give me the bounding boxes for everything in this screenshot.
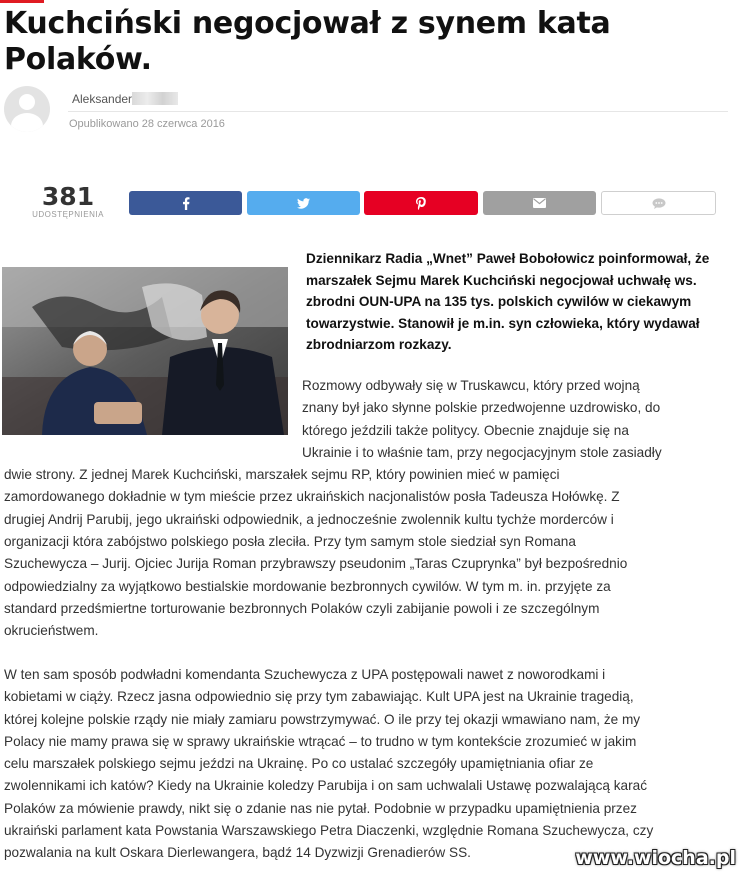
paragraph-line: której kolejne polskie rządy nie miały zamiaru powstrzymywać. O ile przy tej okazji wmawiano nam, że my	[4, 711, 641, 727]
paragraph-line: Szuchewycza – Jurij. Ojciec Jurija Roman przybrawszy pseudonim „Taras Czuprynka” był bezpośrednio	[4, 556, 628, 572]
paragraph-line: odpowiedzialny za wyjątkowo bestialskie mordowanie bezbronnych cywilów. W tym m. in. przyjęte za	[4, 578, 611, 594]
facebook-share-button[interactable]	[129, 191, 242, 215]
site-watermark: www.wiocha.pl	[575, 847, 736, 869]
paragraph-line: celu marszałek polskiego sejmu jeździ na Ukrainę. Po co ustalać szczegóły upamiętniania ofiar ze	[4, 756, 594, 772]
avatar-shoulders-shape	[11, 113, 43, 132]
paragraph-line: znany był jako słynne polskie przedwojenne uzdrowisko, do	[302, 400, 661, 416]
email-share-button[interactable]	[483, 191, 596, 215]
paragraph-line: którego jeździli także politycy. Obecnie znajduje się na	[302, 422, 629, 438]
byline-divider	[68, 111, 728, 112]
blurred-surname	[132, 92, 178, 105]
paragraph-line: okrucieństwem.	[4, 623, 99, 639]
comment-icon	[652, 198, 666, 209]
share-count-number: 381	[41, 182, 95, 211]
paragraph-line: kobietami w ciąży. Rzecz jasna odpowiednio się przy tym zabawiając. Kult UPA jest na Ukrainie tragedią,	[4, 689, 634, 705]
top-accent-bar	[0, 0, 44, 3]
author-name[interactable]: Aleksander	[72, 92, 133, 106]
paragraph-line: drugiej Andrij Parubij, jego ukraiński odpowiednik, a jednocześnie zwolennik kultu tychże morderców i	[4, 511, 614, 527]
article-title: Kuchciński negocjował z synem kata Polaków.	[4, 6, 611, 77]
article-lead: Dziennikarz Radia „Wnet” Paweł Bobołowicz poinformował, że marszałek Sejmu Marek Kuchciński negocjował uchwałę ws. zbrodni OUN-UPA na 135 tys. polskich cywilów w ciekawym towarzystwie. Stanowił je m.in. syn człowieka, który wydawał zbrodniarzom rozkazy.	[306, 251, 710, 353]
paragraph-line: organizacji która zabójstwo polskiego posła zleciła. Przy tym samym stole siedział syn Romana	[4, 534, 576, 550]
comment-button[interactable]	[601, 191, 716, 215]
facebook-icon	[182, 197, 190, 210]
twitter-share-button[interactable]	[247, 191, 360, 215]
email-icon	[533, 198, 546, 208]
paragraph-line: pozwalania na kult Oskara Dierlewangera, bądź 14 Dyzwizji Grenadierów SS.	[4, 845, 471, 861]
paragraph-line: dwie strony. Z jednej Marek Kuchciński, marszałek sejmu RP, który powinien mieć w pamięci	[4, 467, 560, 483]
article-paragraph-2	[0, 664, 745, 865]
pinterest-icon	[416, 197, 426, 210]
pinterest-share-button[interactable]	[364, 191, 478, 215]
paragraph-line: Polaków za mówienie prawdy, nikt się o zdanie nas nie pytał. Podobnie w przypadku upamiętnienia przez	[4, 800, 637, 816]
paragraph-line: zwolennikami ich katów? Kiedy na Ukrainie koledzy Parubija i on sam uchwalali Ustawę pozwalającą karać	[4, 778, 647, 794]
paragraph-line: Ukrainie i to właśnie tam, przy negocjacyjnym stole zasiadły	[302, 444, 662, 460]
paragraph-line: standard przedśmiertne torturowanie bezbronnych Polaków czyli zabijanie powoli i ze szczególnym	[4, 600, 600, 616]
twitter-icon	[297, 198, 310, 209]
publish-date: Opublikowano 28 czerwca 2016	[69, 118, 225, 130]
paragraph-line: W ten sam sposób podwładni komendanta Szuchewycza z UPA postępowali nawet z noworodkami i	[4, 667, 606, 682]
paragraph-line: Rozmowy odbywały się w Truskawcu, który przed wojną	[302, 378, 640, 393]
article-paragraph-1	[0, 375, 745, 643]
share-count-label: UDOSTĘPNIENIA	[32, 210, 104, 219]
share-counter	[22, 184, 114, 219]
paragraph-line: ukraiński parlament kata Powstania Warszawskiego Petra Diaczenki, względnie Romana Szuchewycza, czy	[4, 823, 654, 839]
author-byline[interactable]	[72, 92, 178, 106]
avatar-head-shape	[19, 94, 35, 110]
paragraph-line: zamordowanego dokładnie w tym mieście przez ukraińskich nacjonalistów posła Tadeusza Hołówkę. Z	[4, 489, 620, 505]
author-avatar[interactable]	[4, 86, 50, 132]
paragraph-line: Polacy nie mamy prawa się w sprawy ukraińskie wtrącać – to trudno w tym kontekście zrozumieć w jakim	[4, 733, 637, 749]
